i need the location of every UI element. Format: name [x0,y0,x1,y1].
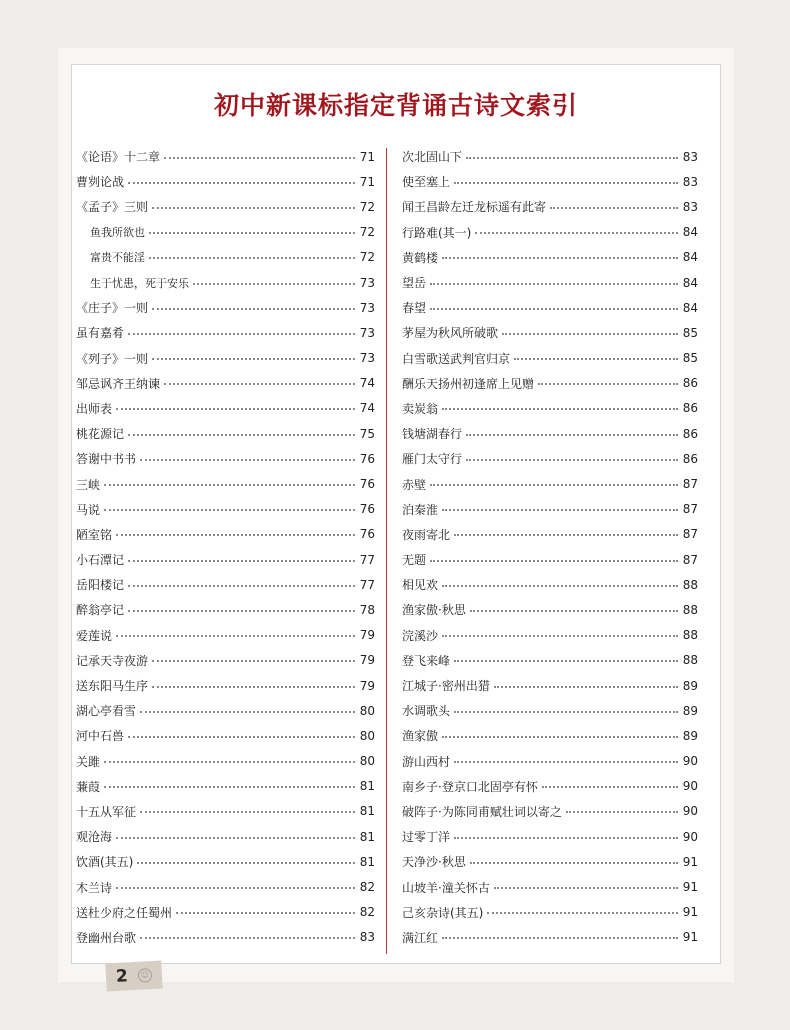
index-entry [76,270,375,295]
entry-title: 富贵不能淫 [90,251,145,265]
leader-dots [475,224,678,234]
entry-page-number: 73 [359,351,375,366]
entry-page-number: 81 [359,804,375,819]
index-entry [76,371,375,396]
entry-page-number: 83 [682,174,698,189]
index-entry [76,824,375,849]
leader-dots [128,577,355,587]
entry-title: 醉翁亭记 [76,603,125,618]
index-entry [402,371,698,396]
leader-dots [430,300,678,310]
entry-page-number: 88 [682,602,698,617]
leader-dots [104,753,355,763]
index-entry [402,749,698,774]
index-entry [402,572,698,597]
leader-dots [550,199,678,209]
entry-page-number: 89 [682,703,698,718]
index-entry [76,572,375,597]
entry-title: 渔家傲·秋思 [402,603,466,618]
entry-page-number: 84 [682,275,698,290]
index-entry [76,446,375,471]
leader-dots [140,929,355,939]
leader-dots [164,149,355,159]
index-entry [76,396,375,421]
leader-dots [430,275,678,285]
index-entry [76,471,375,496]
leader-dots [116,526,355,536]
index-entry [402,925,698,950]
entry-page-number: 85 [682,325,698,340]
entry-title: 次北固山下 [402,150,463,165]
entry-page-number: 78 [359,602,375,617]
page-number: 2 [115,966,129,987]
entry-page-number: 71 [359,174,375,189]
leader-dots [454,174,678,184]
leader-dots [442,400,678,410]
index-entry [402,698,698,723]
leader-dots [442,728,678,738]
index-entry [76,547,375,572]
entry-page-number: 74 [359,376,375,391]
entry-title: 浣溪沙 [402,628,439,643]
index-entry [76,900,375,925]
leader-dots [466,426,678,436]
entry-title: 生于忧患，死于安乐 [90,276,189,290]
index-entry [76,623,375,648]
leader-dots [140,451,355,461]
page-title: 初中新课标指定背诵古诗文索引 [213,91,578,120]
leader-dots [470,854,678,864]
leader-dots [494,678,678,688]
entry-page-number: 87 [682,527,698,542]
leader-dots [466,149,678,159]
entry-page-number: 80 [359,703,375,718]
leader-dots [128,602,355,612]
entry-page-number: 79 [359,678,375,693]
entry-title: 《庄子》一则 [76,301,149,316]
leader-dots [116,829,355,839]
right-index-column [402,144,698,950]
leader-dots [466,451,678,461]
entry-title: 虽有嘉肴 [76,326,125,341]
entry-page-number: 76 [359,451,375,466]
entry-title: 闻王昌龄左迁龙标遥有此寄 [402,200,547,215]
entry-page-number: 90 [682,754,698,769]
entry-page-number: 83 [682,149,698,164]
index-entry [76,421,375,446]
index-entry [402,421,698,446]
entry-page-number: 86 [682,426,698,441]
entry-title: 出师表 [76,401,113,416]
index-entry [402,194,698,219]
entry-page-number: 88 [682,577,698,592]
index-entry [402,774,698,799]
entry-page-number: 82 [359,880,375,895]
index-entry [402,799,698,824]
index-entry [76,597,375,622]
leader-dots [566,803,678,813]
entry-page-number: 90 [682,779,698,794]
index-entry [402,824,698,849]
entry-title: 岳阳楼记 [76,578,125,593]
entry-title: 河中石兽 [76,729,125,744]
entry-title: 山坡羊·潼关怀古 [402,880,490,895]
index-entry [402,471,698,496]
index-entry [76,673,375,698]
index-entry [76,648,375,673]
leader-dots [104,501,355,511]
index-entry [76,194,375,219]
entry-title: 破阵子·为陈同甫赋壮词以寄之 [402,804,562,819]
leader-dots [494,879,678,889]
entry-page-number: 76 [359,502,375,517]
entry-title: 相见欢 [402,578,439,593]
index-entry [76,849,375,874]
index-entry [402,220,698,245]
leader-dots [430,476,678,486]
entry-page-number: 77 [359,577,375,592]
entry-title: 马说 [76,502,101,517]
entry-title: 《论语》十二章 [76,150,161,165]
entry-title: 望岳 [402,276,427,291]
leader-dots [152,678,355,688]
leader-dots [538,375,678,385]
entry-title: 天净沙·秋思 [402,855,466,870]
entry-page-number: 82 [359,905,375,920]
entry-title: 夜雨寄北 [402,527,451,542]
entry-page-number: 91 [682,905,698,920]
leader-dots [140,803,355,813]
entry-title: 《列子》一则 [76,351,149,366]
leader-dots [442,501,678,511]
entry-page-number: 87 [682,502,698,517]
entry-page-number: 88 [682,628,698,643]
entry-title: 黄鹤楼 [402,250,439,265]
entry-page-number: 79 [359,653,375,668]
entry-title: 送杜少府之任蜀州 [76,905,173,920]
leader-dots [149,249,355,259]
page-number-tab [105,961,162,992]
entry-title: 酬乐天扬州初逢席上见赠 [402,376,535,391]
leader-dots [152,199,355,209]
entry-title: 游山西村 [402,754,451,769]
leader-dots [152,350,355,360]
entry-page-number: 81 [359,829,375,844]
leader-dots [116,879,355,889]
leader-dots [542,778,678,788]
index-entry [76,874,375,899]
entry-page-number: 73 [359,325,375,340]
index-entry [402,900,698,925]
leader-dots [454,652,678,662]
entry-page-number: 74 [359,401,375,416]
entry-title: 钱塘湖春行 [402,427,463,442]
entry-page-number: 90 [682,804,698,819]
entry-page-number: 83 [682,199,698,214]
leader-dots [442,577,678,587]
index-entry [76,295,375,320]
entry-title: 雁门太守行 [402,452,463,467]
entry-page-number: 91 [682,854,698,869]
index-entry [76,320,375,345]
index-entry [402,169,698,194]
entry-title: 《孟子》三则 [76,200,149,215]
index-entry [402,597,698,622]
index-entry [76,497,375,522]
index-entry [76,522,375,547]
index-entry [76,925,375,950]
entry-title: 观沧海 [76,830,113,845]
entry-page-number: 72 [359,250,375,265]
column-divider [386,148,387,954]
entry-page-number: 72 [359,199,375,214]
entry-page-number: 81 [359,779,375,794]
leader-dots [454,753,678,763]
entry-page-number: 80 [359,728,375,743]
entry-title: 白雪歌送武判官归京 [402,351,511,366]
leader-dots [442,929,678,939]
leader-dots [176,904,355,914]
leader-dots [128,552,355,562]
leader-dots [152,652,355,662]
entry-page-number: 77 [359,552,375,567]
entry-page-number: 73 [359,275,375,290]
entry-title: 南乡子·登京口北固亭有怀 [402,779,538,794]
entry-title: 渔家傲 [402,729,439,744]
leader-dots [140,703,355,713]
index-entry [402,497,698,522]
index-entry [402,522,698,547]
entry-title: 湖心亭看雪 [76,704,137,719]
leader-dots [442,627,678,637]
entry-page-number: 86 [682,451,698,466]
entry-title: 关雎 [76,754,101,769]
index-entry [402,623,698,648]
leader-dots [149,224,355,234]
entry-page-number: 87 [682,552,698,567]
entry-title: 饮酒(其五) [76,855,134,870]
leader-dots [116,400,355,410]
entry-page-number: 81 [359,854,375,869]
entry-page-number: 72 [359,225,375,240]
entry-page-number: 91 [682,930,698,945]
leader-dots [502,325,678,335]
leader-dots [454,526,678,536]
leader-dots [442,249,678,259]
entry-page-number: 86 [682,401,698,416]
entry-page-number: 89 [682,728,698,743]
leader-dots [128,426,355,436]
entry-title: 赤壁 [402,477,427,492]
entry-title: 春望 [402,301,427,316]
leader-dots [128,728,355,738]
entry-page-number: 85 [682,351,698,366]
entry-title: 江城子·密州出猎 [402,679,490,694]
index-entry [76,774,375,799]
index-entry [402,446,698,471]
entry-title: 桃花源记 [76,427,125,442]
entry-title: 十五从军征 [76,804,137,819]
entry-title: 登飞来峰 [402,653,451,668]
leader-dots [104,476,355,486]
entry-title: 茅屋为秋风所破歌 [402,326,499,341]
index-entry [402,320,698,345]
leader-dots [137,854,355,864]
entry-title: 水调歌头 [402,704,451,719]
index-entry [402,245,698,270]
entry-page-number: 76 [359,477,375,492]
entry-title: 无题 [402,553,427,568]
index-entry [402,396,698,421]
entry-title: 爱莲说 [76,628,113,643]
leader-dots [128,325,355,335]
entry-title: 鱼我所欲也 [90,226,145,240]
leader-dots [152,300,355,310]
entry-title: 蒹葭 [76,779,101,794]
index-entry [402,270,698,295]
leader-dots [514,350,678,360]
leader-dots [128,174,355,184]
index-entry [76,220,375,245]
entry-title: 卖炭翁 [402,401,439,416]
leader-dots [470,602,678,612]
index-entry [402,346,698,371]
entry-title: 泊秦淮 [402,502,439,517]
leader-dots [430,552,678,562]
entry-title: 木兰诗 [76,880,113,895]
index-entry [402,723,698,748]
entry-page-number: 86 [682,376,698,391]
index-entry [402,295,698,320]
index-entry [76,698,375,723]
index-entry [76,144,375,169]
index-entry [402,547,698,572]
entry-page-number: 84 [682,225,698,240]
entry-page-number: 90 [682,829,698,844]
leader-dots [104,778,355,788]
entry-page-number: 73 [359,300,375,315]
entry-title: 陋室铭 [76,527,113,542]
entry-page-number: 89 [682,678,698,693]
entry-title: 己亥杂诗(其五) [402,905,484,920]
entry-page-number: 83 [359,930,375,945]
entry-title: 登幽州台歌 [76,930,137,945]
index-entry [76,799,375,824]
index-entry [76,169,375,194]
entry-page-number: 79 [359,628,375,643]
entry-page-number: 80 [359,754,375,769]
entry-page-number: 88 [682,653,698,668]
entry-page-number: 87 [682,477,698,492]
entry-page-number: 84 [682,250,698,265]
entry-title: 三峡 [76,477,101,492]
leader-dots [454,703,678,713]
entry-title: 曹刿论战 [76,175,125,190]
entry-title: 满江红 [402,930,439,945]
index-entry [402,874,698,899]
entry-title: 记承天寺夜游 [76,653,149,668]
entry-page-number: 84 [682,300,698,315]
left-index-column [76,144,375,950]
entry-title: 答谢中书书 [76,452,137,467]
index-entry [402,144,698,169]
index-entry [402,673,698,698]
entry-title: 使至塞上 [402,175,451,190]
smiley-icon: ☺ [137,968,152,983]
index-entry [76,723,375,748]
entry-title: 邹忌讽齐王纳谏 [76,376,161,391]
entry-page-number: 71 [359,149,375,164]
entry-title: 行路难(其一) [402,225,472,240]
index-entry [76,245,375,270]
entry-page-number: 76 [359,527,375,542]
leader-dots [487,904,678,914]
leader-dots [454,829,678,839]
index-entry [76,749,375,774]
entry-title: 送东阳马生序 [76,679,149,694]
entry-page-number: 91 [682,880,698,895]
leader-dots [116,627,355,637]
entry-page-number: 75 [359,426,375,441]
entry-title: 过零丁洋 [402,830,451,845]
leader-dots [164,375,355,385]
leader-dots [193,275,355,285]
index-entry [402,648,698,673]
index-entry [402,849,698,874]
entry-title: 小石潭记 [76,553,125,568]
index-entry [76,346,375,371]
